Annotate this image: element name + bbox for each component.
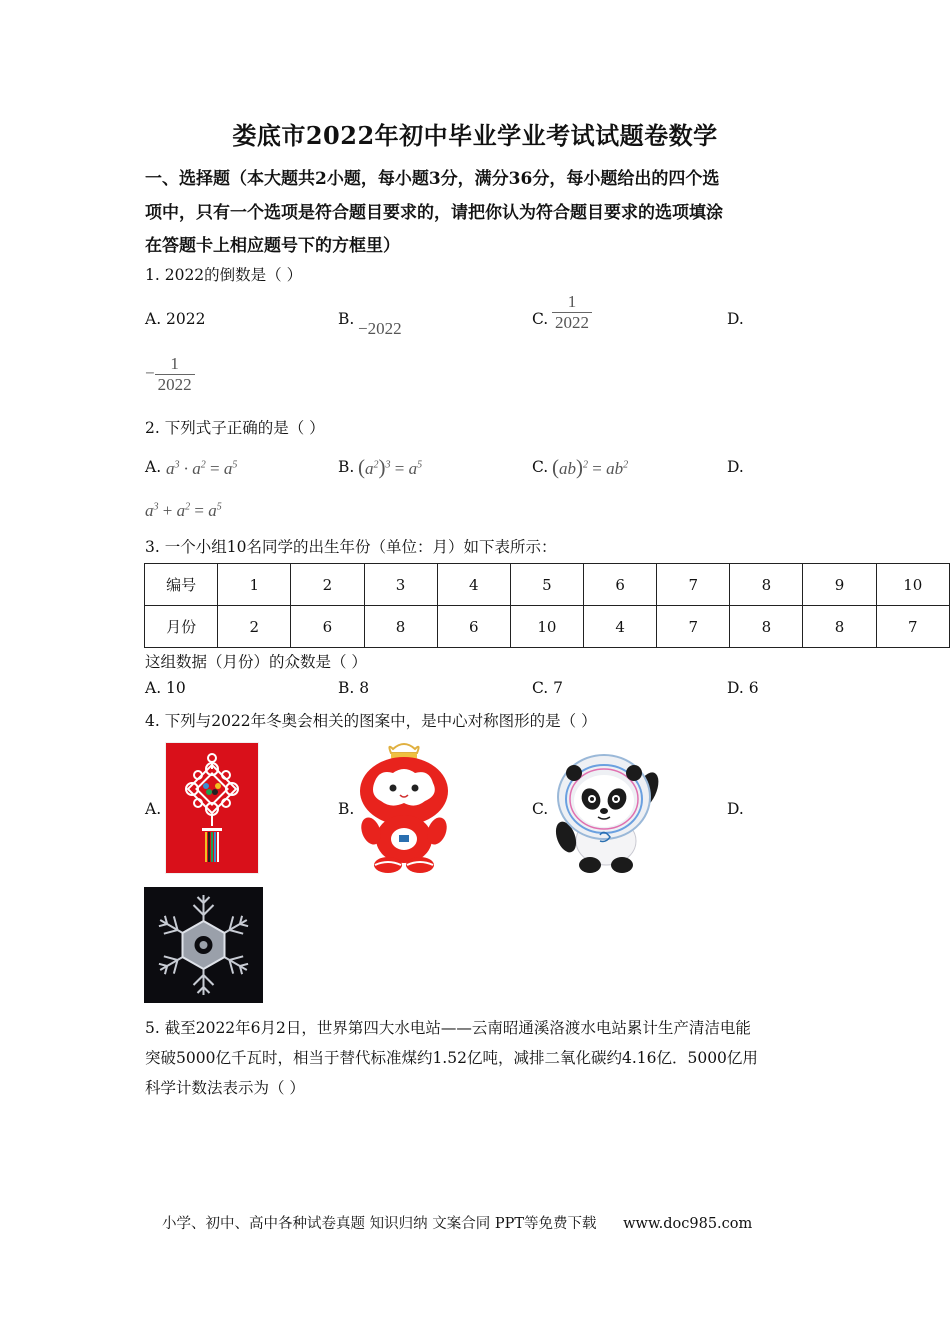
table-row bbox=[145, 564, 950, 606]
q1-option-d-fraction bbox=[145, 354, 195, 394]
q2-option-d-label: D. bbox=[727, 458, 744, 476]
table-cell: 1 bbox=[218, 564, 291, 606]
table-cell: 2 bbox=[218, 606, 291, 648]
q3-option-a: A. 10 bbox=[145, 679, 186, 697]
q1-c-numerator: 1 bbox=[567, 292, 577, 311]
page-title: 娄底市2022年初中毕业学业考试试题卷数学 bbox=[232, 121, 718, 150]
q1-c-denominator: 2022 bbox=[552, 312, 592, 333]
table-cell: 8 bbox=[730, 606, 803, 648]
q5-line-1: 5. 截至2022年6月2日，世界第四大水电站——云南昭通溪洛渡水电站累计生产清洁电能 bbox=[145, 1019, 751, 1037]
q1-stem: 1. 2022的倒数是（ ） bbox=[145, 266, 303, 284]
q3-option-b: B. 8 bbox=[338, 679, 370, 697]
q2-option-c-label: C. bbox=[532, 458, 549, 476]
q4-option-a-label: A. bbox=[145, 800, 162, 818]
footer-text: 小学、初中、高中各种试卷真题 知识归纳 文案合同 PPT等免费下载 bbox=[162, 1216, 597, 1232]
table-cell: 10 bbox=[510, 606, 583, 648]
snowflake-image bbox=[144, 887, 263, 1007]
q1-option-c-fraction bbox=[552, 292, 592, 332]
table-cell: 3 bbox=[364, 564, 437, 606]
q3-option-d: D. 6 bbox=[727, 679, 759, 697]
q4-option-b-label: B. bbox=[338, 800, 355, 818]
table-cell: 6 bbox=[291, 606, 364, 648]
table-cell: 5 bbox=[510, 564, 583, 606]
q4-stem: 4. 下列与2022年冬奥会相关的图案中，是中心对称图形的是（ ） bbox=[145, 712, 597, 730]
q4-option-d-label: D. bbox=[727, 800, 744, 818]
footer bbox=[162, 1212, 752, 1233]
chinese-knot-image bbox=[165, 742, 259, 878]
q3-option-c: C. 7 bbox=[532, 679, 564, 697]
table-cell: 月份 bbox=[145, 606, 218, 648]
q2-option-c-math: $(ab)^2 = ab^2$ bbox=[552, 455, 629, 479]
q5-line-3: 科学计数法表示为（ ） bbox=[145, 1079, 305, 1097]
q1-option-d-label: D. bbox=[727, 310, 744, 328]
q5-line-2: 突破5000亿千瓦时，相当于替代标准煤约1.52亿吨，减排二氧化碳约4.16亿．5000亿用 bbox=[145, 1049, 758, 1067]
table-cell: 7 bbox=[876, 606, 949, 648]
table-cell: 9 bbox=[803, 564, 876, 606]
table-cell: 编号 bbox=[145, 564, 218, 606]
q2-option-b-math: $(a^2)^3 = a^5$ bbox=[358, 455, 423, 479]
table-cell: 10 bbox=[876, 564, 949, 606]
table-cell: 8 bbox=[803, 606, 876, 648]
footer-url-link[interactable]: www.doc985.com bbox=[623, 1216, 753, 1232]
q1-d-numerator: 1 bbox=[170, 354, 179, 373]
q3-after-text: 这组数据（月份）的众数是（ ） bbox=[145, 653, 367, 671]
q2-option-a-label: A. bbox=[145, 458, 162, 476]
q1-d-denominator: 2022 bbox=[155, 374, 195, 395]
table-cell: 7 bbox=[657, 564, 730, 606]
birth-month-table bbox=[144, 563, 950, 648]
table-cell: 6 bbox=[584, 564, 657, 606]
table-cell: 8 bbox=[730, 564, 803, 606]
q1-option-c-label: C. bbox=[532, 310, 549, 328]
table-cell: 7 bbox=[657, 606, 730, 648]
table-cell: 4 bbox=[437, 564, 510, 606]
panda-mascot-image bbox=[548, 751, 673, 877]
q1-d-sign: − bbox=[145, 363, 155, 383]
q2-option-b-label: B. bbox=[338, 458, 355, 476]
q3-stem: 3. 一个小组10名同学的出生年份（单位：月）如下表所示： bbox=[145, 538, 557, 556]
section-heading-line-1: 一、选择题（本大题共2小题，每小题3分，满分36分，每小题给出的四个选 bbox=[145, 169, 720, 189]
q2-option-d-math: $a^3 + a^2 = a^5$ bbox=[145, 501, 222, 520]
table-cell: 2 bbox=[291, 564, 364, 606]
q1-option-b-math: −2022 bbox=[358, 319, 402, 338]
q2-option-a-math: $a^3 \cdot a^2 = a^5$ bbox=[166, 459, 238, 478]
q4-option-c-label: C. bbox=[532, 800, 549, 818]
table-row bbox=[145, 606, 950, 648]
q1-option-a: A. 2022 bbox=[145, 310, 206, 328]
table-cell: 6 bbox=[437, 606, 510, 648]
q1-option-b-label: B. bbox=[338, 310, 355, 328]
q2-stem: 2. 下列式子正确的是（ ） bbox=[145, 419, 325, 437]
section-heading-line-3: 在答题卡上相应题号下的方框里） bbox=[145, 236, 400, 256]
table-cell: 4 bbox=[584, 606, 657, 648]
lantern-mascot-image bbox=[355, 739, 453, 879]
table-cell: 8 bbox=[364, 606, 437, 648]
section-heading-line-2: 项中，只有一个选项是符合题目要求的，请把你认为符合题目要求的选项填涂 bbox=[145, 203, 723, 223]
